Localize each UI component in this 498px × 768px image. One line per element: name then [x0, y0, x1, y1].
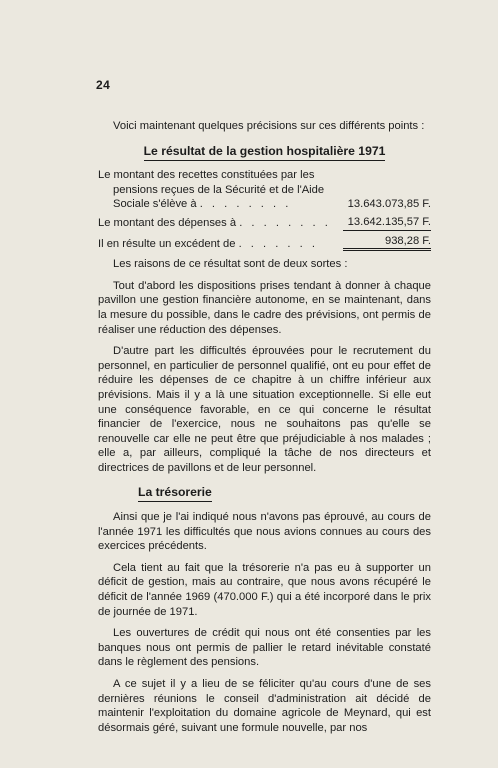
amount-value: 938,28 F.: [343, 234, 431, 252]
amount-label: Il en résulte un excédent de . . . . . . .: [98, 237, 318, 250]
paragraph: Les raisons de ce résultat sont de deux sortes :: [113, 258, 348, 271]
paragraph: Les ouvertures de crédit qui nous ont été consenties par les banques nous ont permis de pallier le retard inévitable constaté dans le règlement des pensions.: [98, 627, 431, 669]
section-heading-tresorerie: [98, 485, 431, 500]
section-title: Le résultat de la gestion hospitalière 1971: [144, 144, 386, 161]
amount-label: Le montant des recettes constituées par les pensions reçues de la Sécurité et de l'Aide Sociale s'élève à . . . . . . . .: [98, 169, 325, 211]
paragraph: Tout d'abord les dispositions prises tendant à donner à chaque pavillon une gestion financière autonome, en se maintenant, dans la mesure du possible, dans le cadre des prévisions, ont permis de réaliser une réduction des dépenses.: [98, 279, 431, 336]
amount-value: 13.642.135,57 F.: [343, 215, 431, 231]
paragraph: A ce sujet il y a lieu de se féliciter qu'au cours d'une de ses dernières réunions le conseil d'administration ait décidé de maintenir l'exploitation du domaine agricole de Meynard, qui est désormais géré, suivant une formule nouvelle, par nos: [98, 678, 431, 734]
section-heading-resultat: [98, 144, 431, 159]
paragraph: Cela tient au fait que la trésorerie n'a pas eu à supporter un déficit de gestion, mais au contraire, que nous avons récupéré le déficit de l'année 1969 (470.000 F.) qui a été incorporé dans le prix de journée de 1971.: [98, 561, 431, 618]
amount-value: 13.643.073,85 F.: [347, 198, 431, 211]
section-title: La trésorerie: [138, 485, 212, 502]
amount-row-depenses: [98, 215, 431, 231]
amount-row-excedent: [98, 234, 431, 252]
intro-paragraph: Voici maintenant quelques précisions sur ces différents points :: [113, 120, 425, 132]
page-number: 24: [96, 78, 111, 92]
amount-label: Le montant des dépenses à . . . . . . . .: [98, 216, 331, 229]
paragraph: D'autre part les difficultés éprouvées pour le recrutement du personnel, en particulier de personnel qualifié, ont eu pour effet de réduire les dépenses de ce chapitre à un chiffre inférieur aux prévisions. Mais il y a là une situation exceptionnelle. Si elle eut une conséquence favorable, en ce qui concerne le résultat financier de l'exercice, nous ne souhaitons pas qu'elle se renouvelle car elle ne peut être que préjudiciable à nos malades ; elle a, par ailleurs, compliqué la tâche de nos directeurs et directrices de pavillons et de leur personnel.: [98, 345, 431, 474]
paragraph: Ainsi que je l'ai indiqué nous n'avons pas éprouvé, au cours de l'année 1971 les difficultés que nous avions connues au cours des exercices précédents.: [98, 511, 431, 553]
amount-row-recettes: [98, 168, 431, 212]
amounts-table: [98, 168, 431, 251]
document-body: [98, 119, 431, 735]
